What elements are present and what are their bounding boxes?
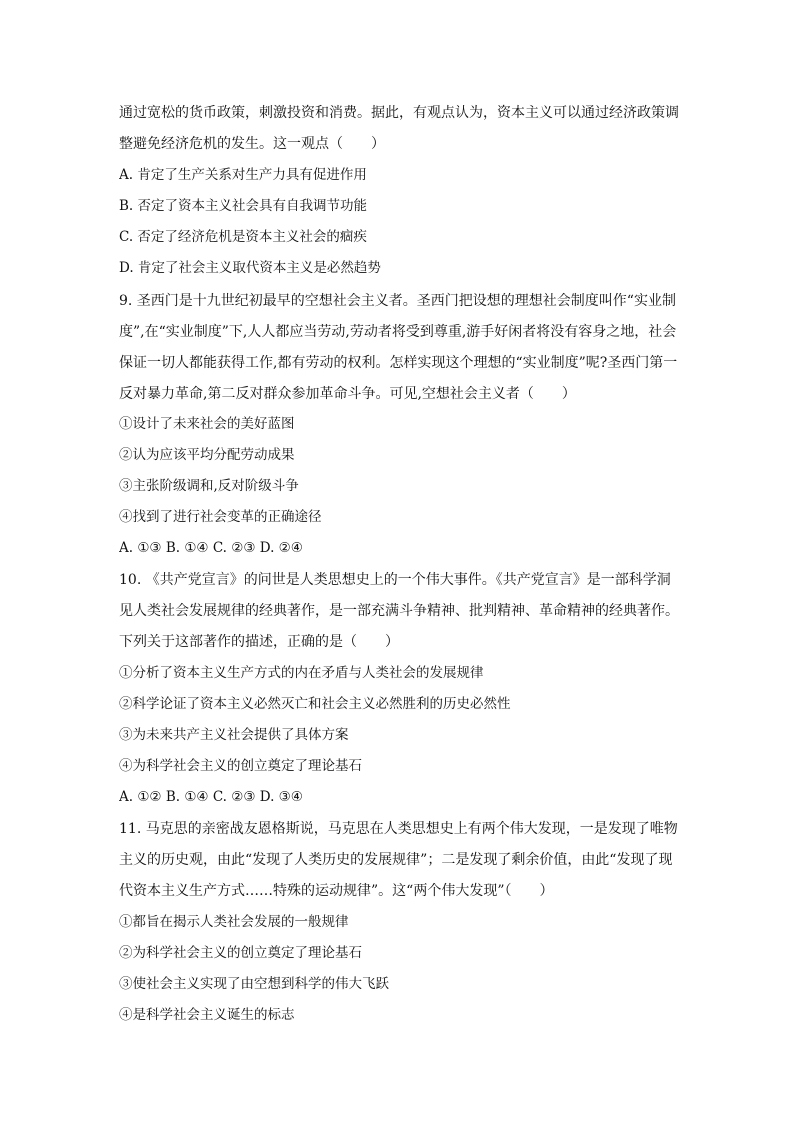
answer-options-9: A. ①③ B. ①④ C. ②③ D. ②④ — [119, 540, 303, 556]
question-9-line-3: 保证一切人都能获得工作,都有劳动的权利。怎样实现这个理想的“实业制度”呢?圣西门第一 — [119, 355, 678, 371]
question-9-line-2: 度”,在“实业制度”下,人人都应当劳动,劳动者将受到尊重,游手好闲者将没有容身之地，社会 — [119, 324, 677, 340]
question-9-line-4: 反对暴力革命,第二反对群众参加革命斗争。可见,空想社会主义者（ ） — [119, 386, 576, 402]
statement-3: ③主张阶级调和,反对阶级斗争 — [119, 478, 299, 494]
answer-options-10: A. ①② B. ①④ C. ②③ D. ③④ — [119, 789, 303, 805]
question-11-line-2: 主义的历史观，由此“发现了人类历史的发展规律”；二是发现了剩余价值，由此“发现了现 — [119, 852, 673, 868]
option-d: D. 肯定了社会主义取代资本主义是必然趋势 — [119, 260, 381, 276]
statement-2: ②为科学社会主义的创立奠定了理论基石 — [119, 945, 362, 961]
question-11-line-3: 代资本主义生产方式……特殊的运动规律”。这“两个伟大发现”（ ） — [119, 883, 554, 899]
question-10-line-2: 见人类社会发展规律的经典著作，是一部充满斗争精神、批判精神、革命精神的经典著作。 — [119, 603, 679, 619]
text-line: 通过宽松的货币政策，刺激投资和消费。据此，有观点认为，资本主义可以通过经济政策调 — [119, 105, 679, 121]
question-10-line-1: 10. 《共产党宣言》的问世是人类思想史上的一个伟大事件。《共产党宣言》是一部科学洞 — [119, 572, 671, 588]
statement-2: ②认为应该平均分配劳动成果 — [119, 447, 295, 463]
statement-1: ①设计了未来社会的美好蓝图 — [119, 416, 295, 432]
statement-4: ④为科学社会主义的创立奠定了理论基石 — [119, 758, 362, 774]
question-9-line-1: 9. 圣西门是十九世纪初最早的空想社会主义者。圣西门把设想的理想社会制度叫作“实业制 — [119, 293, 676, 309]
statement-1: ①分析了资本主义生产方式的内在矛盾与人类社会的发展规律 — [119, 665, 484, 681]
option-c: C. 否定了经济危机是资本主义社会的痼疾 — [119, 229, 367, 245]
statement-1: ①都旨在揭示人类社会发展的一般规律 — [119, 914, 349, 930]
statement-4: ④找到了进行社会变革的正确途径 — [119, 509, 322, 525]
statement-3: ③使社会主义实现了由空想到科学的伟大飞跃 — [119, 976, 389, 992]
statement-3: ③为未来共产主义社会提供了具体方案 — [119, 727, 349, 743]
question-11-line-1: 11. 马克思的亲密战友恩格斯说，马克思在人类思想史上有两个伟大发现，一是发现了唯物 — [119, 821, 678, 837]
option-a: A. 肯定了生产关系对生产力具有促进作用 — [119, 167, 367, 183]
statement-4: ④是科学社会主义诞生的标志 — [119, 1007, 295, 1023]
option-b: B. 否定了资本主义社会具有自我调节功能 — [119, 198, 368, 214]
question-10-line-3: 下列关于这部著作的描述，正确的是（ ） — [119, 634, 399, 650]
statement-2: ②科学论证了资本主义必然灭亡和社会主义必然胜利的历史必然性 — [119, 696, 511, 712]
question-stem-line: 整避免经济危机的发生。这一观点（ ） — [119, 136, 385, 152]
